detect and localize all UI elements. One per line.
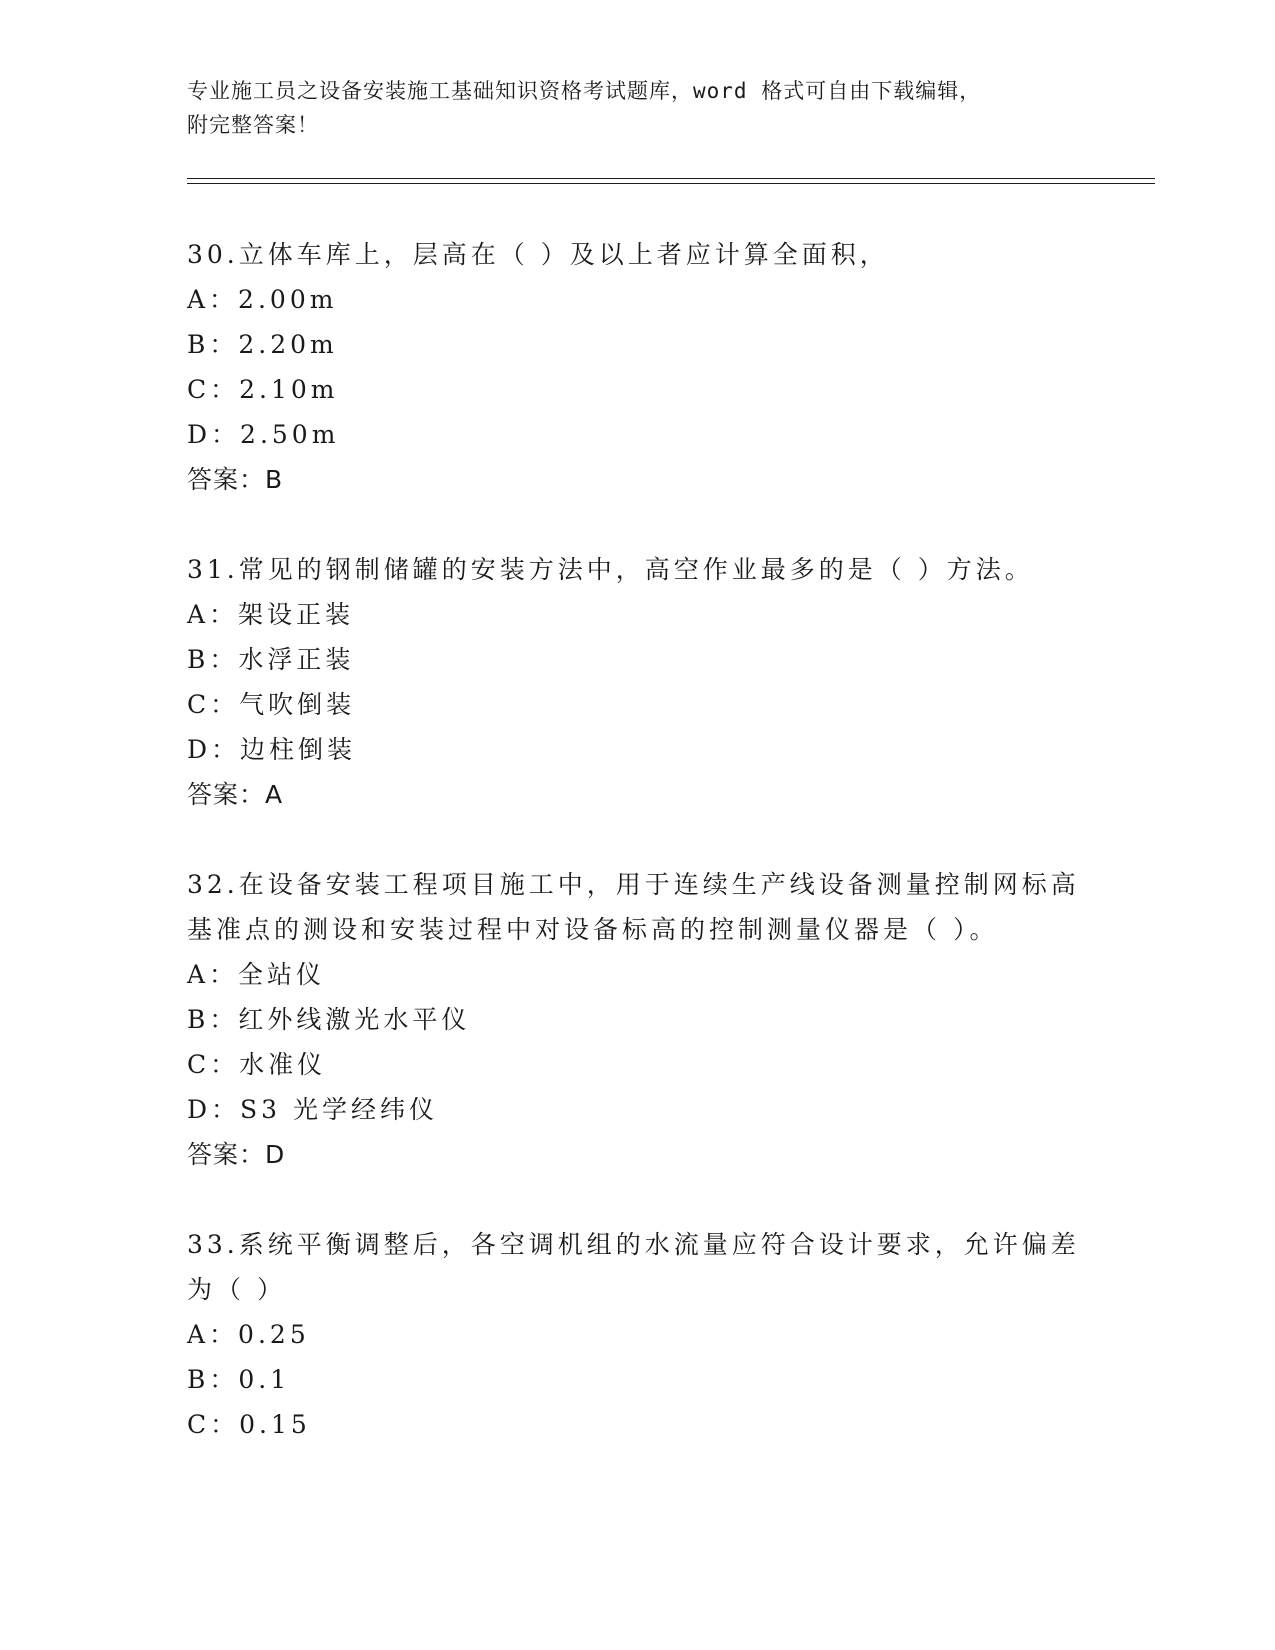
question-33-stem-line-2: 为（ ） xyxy=(187,1275,286,1304)
header-line-2: 附完整答案！ xyxy=(187,113,319,137)
question-32-option-b: B：红外线激光水平仪 xyxy=(187,1005,471,1034)
question-33-option-a: A：0.25 xyxy=(187,1320,310,1349)
question-31-answer: 答案：A xyxy=(187,780,284,809)
header-line-1: 专业施工员之设备安装施工基础知识资格考试题库，word 格式可自由下载编辑， xyxy=(187,79,982,103)
question-31-stem: 31.常见的钢制储罐的安装方法中，高空作业最多的是（ ）方法。 xyxy=(187,555,1034,584)
question-32-stem-line-2: 基准点的测设和安装过程中对设备标高的控制测量仪器是（ ）。 xyxy=(187,915,999,944)
question-31-option-d: D：边柱倒装 xyxy=(187,735,357,764)
question-30-answer: 答案：B xyxy=(187,465,284,494)
question-32-stem-line-1: 32.在设备安装工程项目施工中，用于连续生产线设备测量控制网标高 xyxy=(187,870,1080,899)
question-32-option-c: C：水准仪 xyxy=(187,1050,327,1079)
question-31-option-a: A：架设正装 xyxy=(187,600,355,629)
header-divider-bottom xyxy=(187,183,1155,184)
question-30-option-d: D：2.50m xyxy=(187,420,340,449)
question-30-stem: 30.立体车库上，层高在（ ）及以上者应计算全面积， xyxy=(187,240,889,269)
question-32-option-d: D：S3 光学经纬仪 xyxy=(187,1095,439,1124)
question-30-option-c: C：2.10m xyxy=(187,375,339,404)
question-30-option-b: B：2.20m xyxy=(187,330,338,359)
header-divider-top xyxy=(187,178,1155,179)
document-header xyxy=(187,74,1087,142)
question-33-stem-line-1: 33.系统平衡调整后，各空调机组的水流量应符合设计要求，允许偏差 xyxy=(187,1230,1080,1259)
question-30-option-a: A：2.00m xyxy=(187,285,338,314)
question-33-option-b: B：0.1 xyxy=(187,1365,291,1394)
question-31-option-b: B：水浮正装 xyxy=(187,645,355,674)
question-32-option-a: A：全站仪 xyxy=(187,960,326,989)
question-32-answer: 答案：D xyxy=(187,1140,286,1169)
question-31-option-c: C：气吹倒装 xyxy=(187,690,356,719)
question-33-option-c: C：0.15 xyxy=(187,1410,311,1439)
